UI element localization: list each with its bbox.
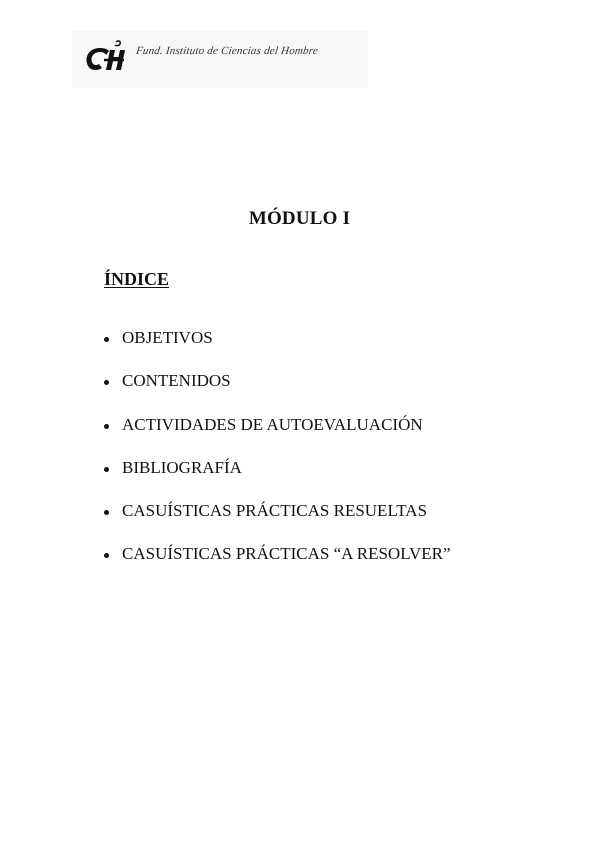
module-title: MÓDULO I xyxy=(248,208,351,229)
toc-item-label: OBJETIVOS xyxy=(122,328,213,347)
toc-item-label: BIBLIOGRAFÍA xyxy=(122,457,242,477)
index-heading: ÍNDICE xyxy=(104,269,170,289)
bullet-icon xyxy=(104,424,109,429)
institute-logo-icon xyxy=(80,38,130,78)
bullet-icon xyxy=(104,337,109,342)
letterhead-text: Fund. Instituto de Ciencias del Hombre xyxy=(135,45,319,57)
toc-item-label: CASUÍSTICAS PRÁCTICAS RESUELTAS xyxy=(122,501,428,521)
bullet-icon xyxy=(104,380,109,385)
letterhead xyxy=(72,30,368,88)
toc-item-label: ACTIVIDADES DE AUTOEVALUACIÓN xyxy=(122,414,423,434)
toc-item-label: CASUÍSTICAS PRÁCTICAS “A RESOLVER” xyxy=(122,544,451,564)
bullet-icon xyxy=(104,510,109,515)
bullet-icon xyxy=(104,467,109,472)
bullet-icon xyxy=(104,553,109,558)
toc-item-label: CONTENIDOS xyxy=(122,371,231,391)
